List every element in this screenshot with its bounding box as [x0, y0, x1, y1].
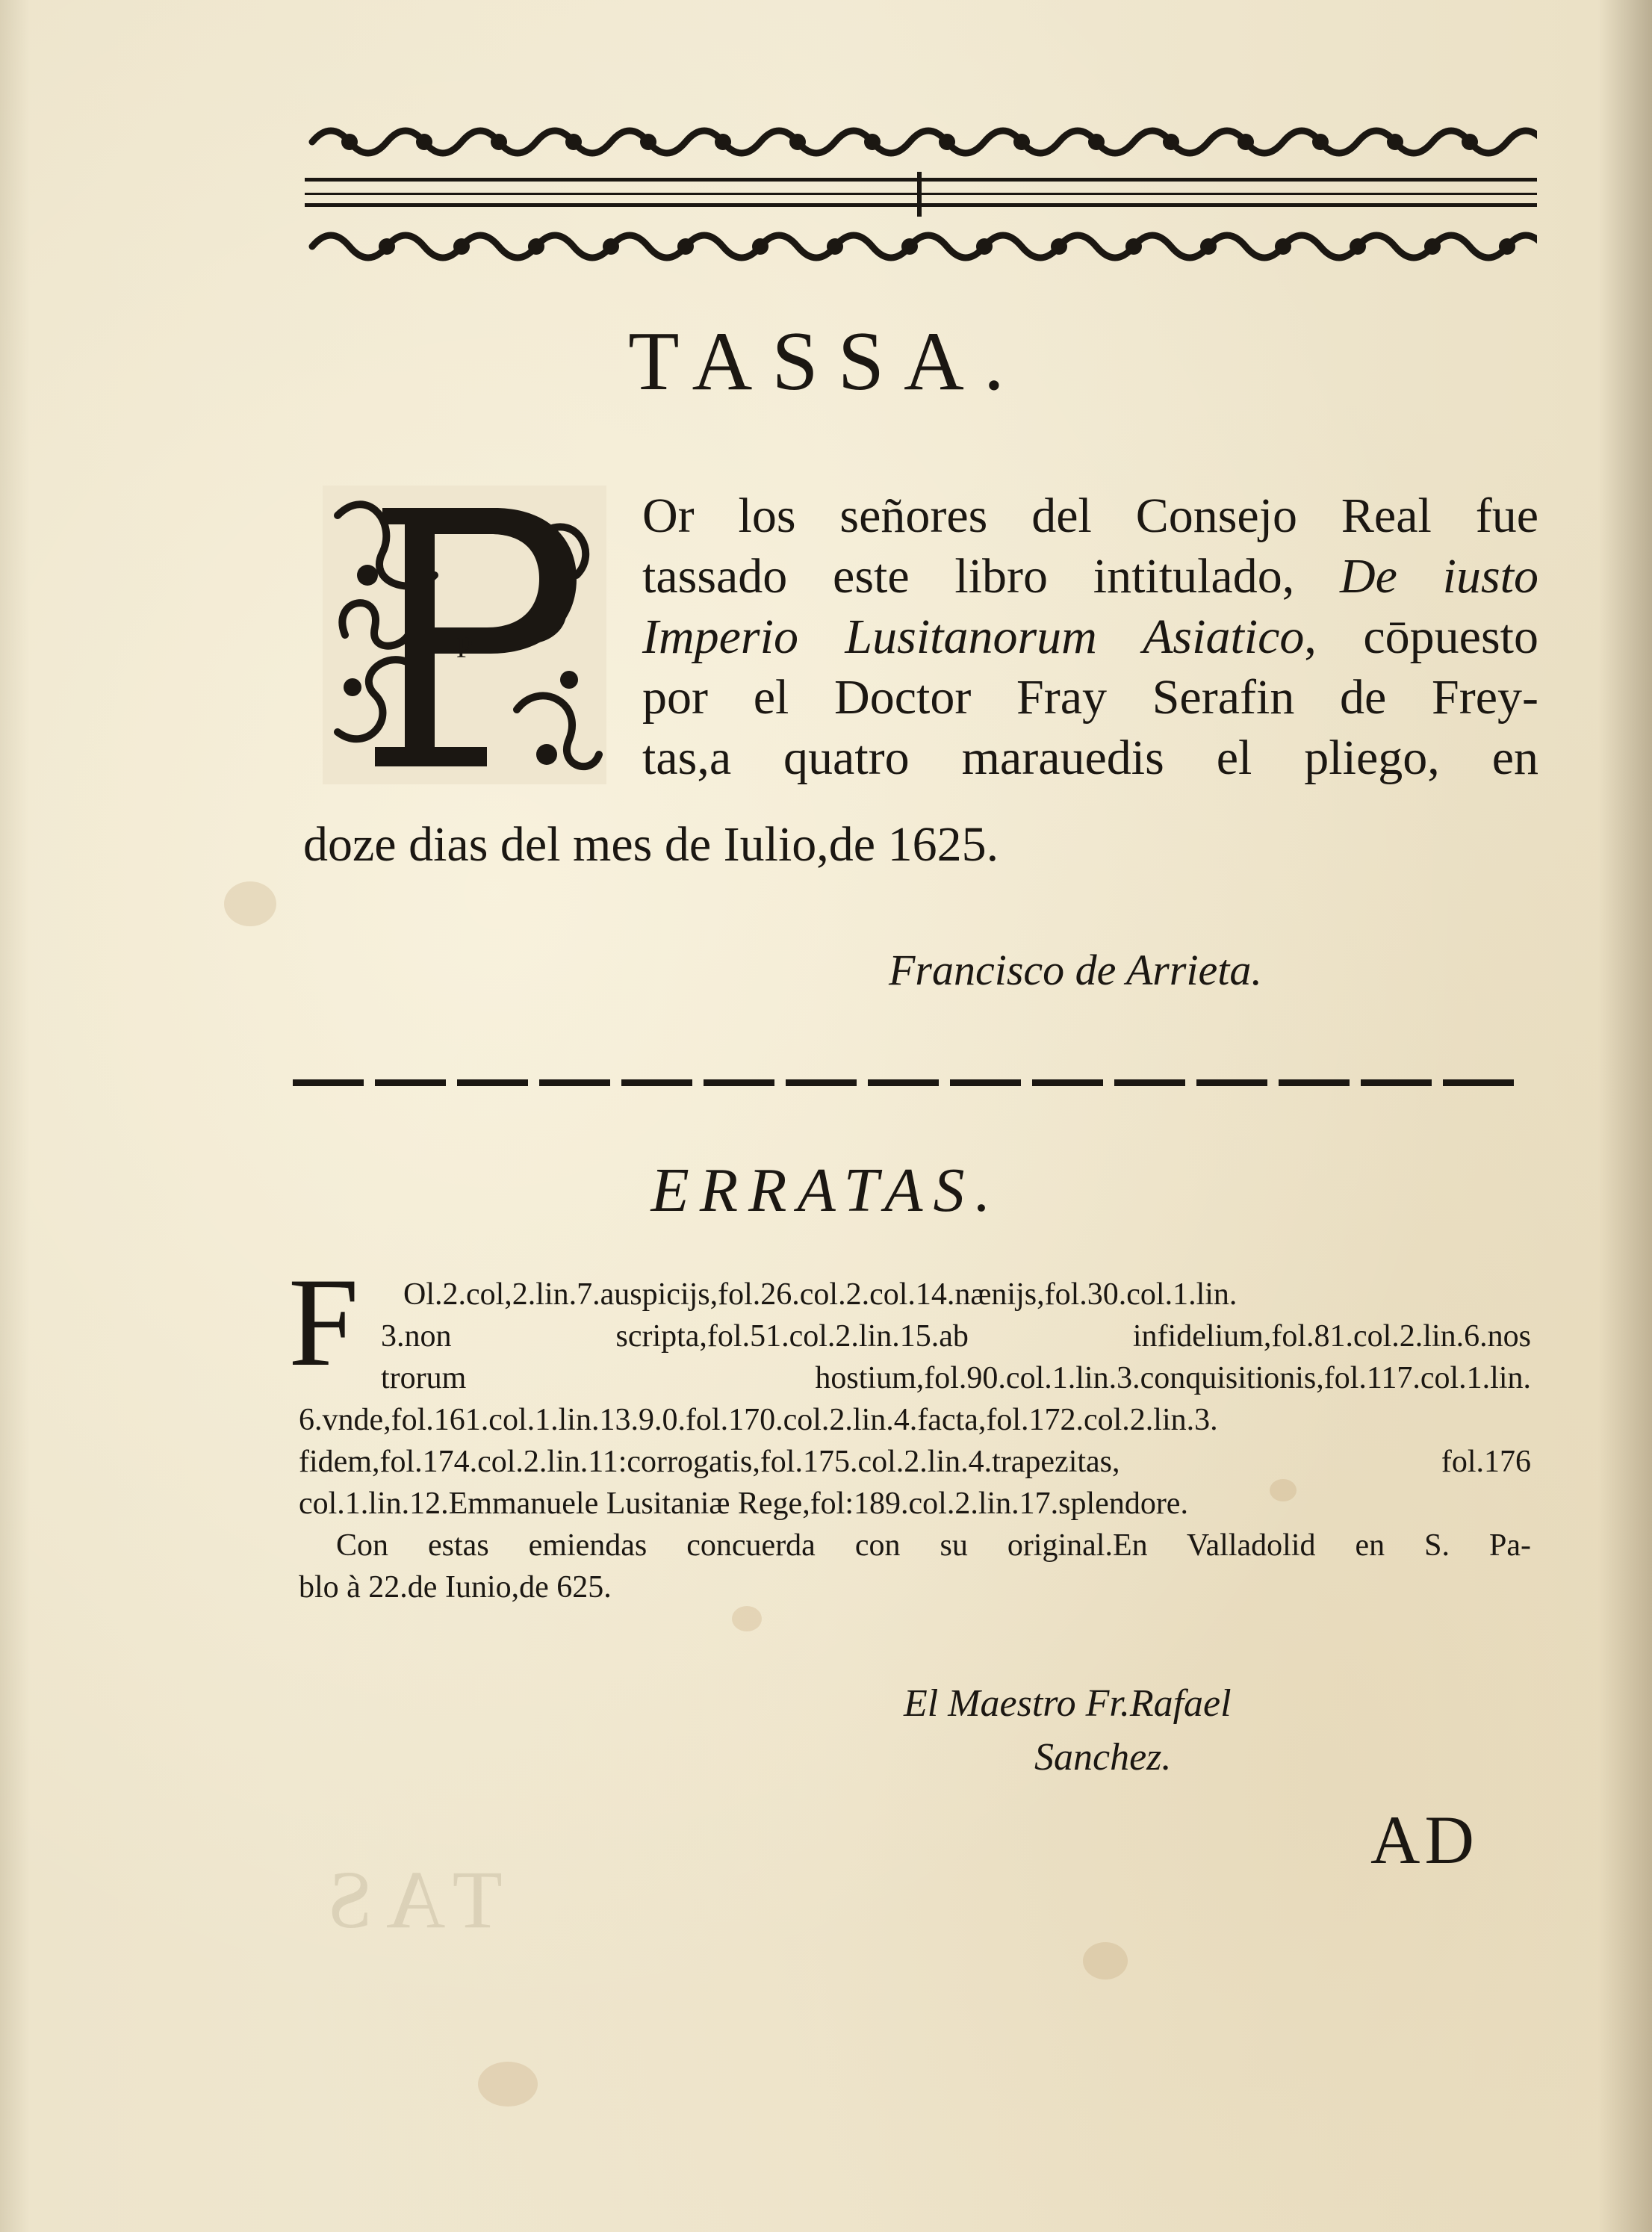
errata-line: 3.non scripta,fol.51.col.2.lin.15.ab infidelium,fol.81.col.2.lin.6.nos — [381, 1319, 1531, 1354]
tassa-line-part: , cōpuesto — [1304, 610, 1538, 664]
book-title-italic: Imperio Lusitanorum Asiatico — [642, 610, 1305, 664]
foxing-spot — [478, 2062, 538, 2107]
foxing-spot — [1083, 1942, 1128, 1980]
tassa-line — [642, 607, 1538, 667]
errata-line: trorum hostium,fol.90.col.1.lin.3.conquisitionis,fol.117.col.1.lin. — [381, 1361, 1531, 1395]
show-through-text: TAS — [314, 1854, 503, 1945]
tassa-line: Or los señores del Consejo Real fue — [642, 489, 1538, 543]
errata-line: 6.vnde,fol.161.col.1.lin.13.9.0.fol.170.col.2.lin.4.facta,fol.172.col.2.lin.3. — [299, 1403, 1218, 1437]
headpiece-ornament — [305, 120, 1537, 269]
foxing-spot — [224, 881, 276, 926]
foxing-spot — [732, 1606, 762, 1631]
tassa-line: por el Doctor Fray Serafin de Frey- — [642, 670, 1538, 725]
errata-line: Con estas emiendas concuerda con su original.En Valladolid en S. Pa- — [336, 1528, 1531, 1563]
erratas-initial: F — [288, 1252, 359, 1392]
errata-line: col.1.lin.12.Emmanuele Lusitaniæ Rege,fol:189.col.2.lin.17.splendore. — [299, 1487, 1188, 1521]
signature-arrieta: Francisco de Arrieta. — [889, 946, 1262, 994]
catchword: AD — [1370, 1802, 1479, 1878]
tassa-line-part: tassado este libro intitulado, — [642, 549, 1340, 604]
errata-line: Ol.2.col,2.lin.7.auspicijs,fol.26.col.2.col.14.nænijs,fol.30.col.1.lin. — [403, 1277, 1238, 1312]
errata-line: blo à 22.de Iunio,de 625. — [299, 1570, 612, 1605]
errata-line: fidem,fol.174.col.2.lin.11:corrogatis,fol.175.col.2.lin.4.trapezitas, fol.176 — [299, 1445, 1531, 1479]
page-title: TASSA. — [628, 315, 1024, 408]
tassa-line: tas,a quatro marauedis el pliego, en — [642, 731, 1538, 785]
tassa-last-line: doze dias del mes de Iulio,de 1625. — [303, 817, 999, 872]
signature-sanchez — [904, 1677, 1232, 1785]
book-title-italic: De iusto — [1339, 549, 1538, 604]
tassa-line — [642, 546, 1538, 607]
tassa-paragraph — [642, 486, 1538, 788]
erratas-heading: ERRATAS. — [650, 1156, 1002, 1225]
signature-line: El Maestro Fr.Rafael — [904, 1682, 1232, 1725]
decorated-initial — [323, 486, 606, 784]
initial-letter: P — [456, 630, 473, 664]
erratas-paragraph — [299, 1274, 1531, 1608]
section-divider — [293, 1076, 1533, 1089]
signature-line: Sanchez. — [1034, 1736, 1172, 1779]
